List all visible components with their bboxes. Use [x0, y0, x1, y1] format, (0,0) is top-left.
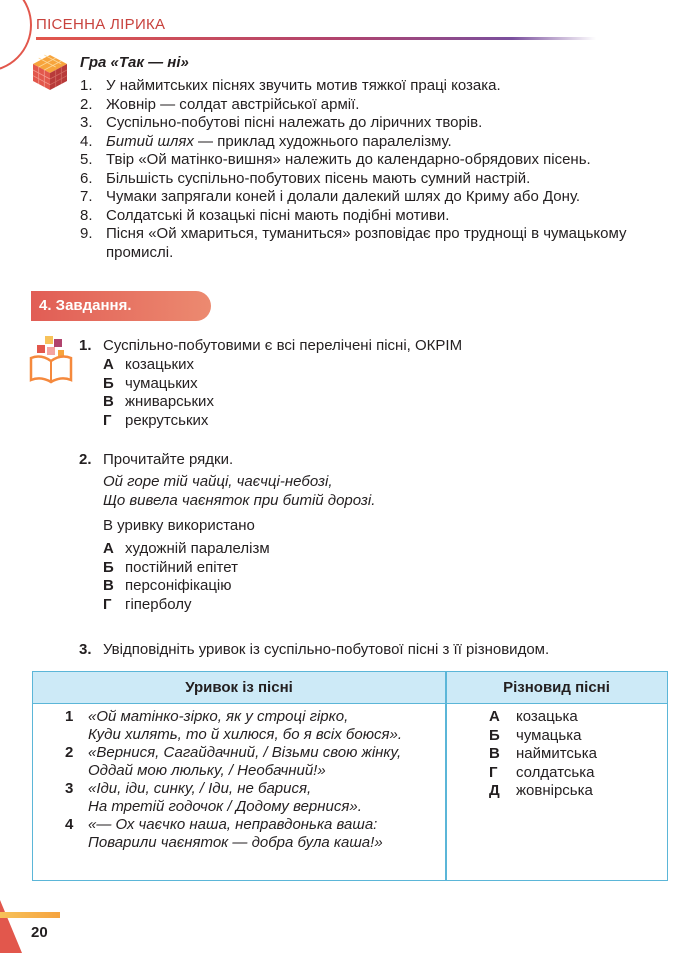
kind-letter: В: [489, 745, 500, 762]
q3-number: 3.: [79, 641, 92, 658]
footer-decor-bar: [0, 912, 60, 918]
poem-line: Ой горе тій чайці, чаєчці-небозі,: [103, 473, 333, 490]
table-row: [33, 780, 443, 816]
fragment-line: На третій годочок / Додому вернися».: [88, 798, 362, 815]
answer-option: [103, 375, 214, 394]
list-item: [80, 114, 680, 133]
game-statement-list: [80, 77, 680, 262]
option-letter: Б: [103, 374, 114, 392]
item-number: 6.: [80, 169, 93, 187]
page-number: 20: [31, 924, 48, 941]
kind-letter: Д: [489, 782, 500, 799]
q2-prompt: В уривку використано: [103, 517, 255, 534]
fragment-list: [33, 708, 443, 852]
q2-poem: [103, 472, 375, 510]
kind-item: [489, 708, 597, 727]
list-item: [80, 151, 680, 170]
item-number: 3.: [80, 114, 93, 131]
fragment-line: «Вернися, Сагайдачний, / Візьми свою жінку,: [88, 744, 402, 761]
kind-item: [489, 782, 597, 801]
table-header-fragment: Уривок із пісні: [185, 679, 293, 696]
option-text: жниварських: [125, 393, 214, 410]
option-text: персоніфікацію: [125, 577, 232, 594]
table-header-kind: Різновид пісні: [503, 679, 610, 696]
footer-decor-triangle: [0, 900, 22, 953]
q2-text: Прочитайте рядки.: [103, 451, 234, 468]
answer-option: [103, 412, 214, 431]
q1-options: [103, 356, 214, 430]
kind-text: солдатська: [516, 763, 595, 781]
fragment-line: «Ой матінко-зірко, як у строці гірко,: [88, 708, 349, 725]
option-letter: В: [103, 393, 114, 410]
list-item: [80, 96, 680, 115]
q2-number: 2.: [79, 451, 92, 468]
poem-line: Що вивела чаєняток при битій дорозі.: [103, 492, 376, 509]
option-text: художній паралелізм: [125, 540, 270, 557]
option-text: козацьких: [125, 356, 194, 373]
list-item: [80, 77, 680, 96]
item-text: — приклад художнього паралелізму.: [193, 132, 452, 150]
option-letter: А: [103, 356, 114, 373]
item-number: 4.: [80, 132, 93, 150]
item-text: Більшість суспільно-побутових пісень мають сумний настрій.: [106, 169, 531, 187]
list-item: [80, 188, 680, 207]
option-letter: Б: [103, 558, 114, 576]
item-number: 2.: [80, 95, 93, 113]
item-text: Жовнір — солдат австрійської армії.: [106, 95, 360, 113]
answer-option: [103, 356, 214, 375]
list-item: [80, 170, 680, 189]
table-row: [33, 816, 443, 852]
answer-option: [103, 596, 270, 615]
option-letter: Г: [103, 595, 112, 613]
option-letter: Г: [103, 411, 112, 429]
kind-letter: А: [489, 708, 500, 725]
kind-letter: Б: [489, 726, 500, 744]
item-number: 9.: [80, 225, 93, 242]
option-letter: А: [103, 540, 114, 557]
answer-option: [103, 540, 270, 559]
list-item: [80, 207, 680, 226]
item-number: 5.: [80, 151, 93, 168]
item-text: Твір «Ой матінко-вишня» належить до календарно-обрядових пісень.: [106, 151, 591, 168]
table-row: [33, 744, 443, 780]
fragment-line: «Іди, іди, синку, / Іди, не барися,: [88, 780, 312, 797]
book-icon: [28, 334, 74, 384]
kind-text: наймитська: [516, 745, 597, 762]
item-text: У наймитських піснях звучить мотив тяжкої праці козака.: [106, 77, 501, 94]
header-decor-arc: [0, 0, 32, 72]
kind-item: [489, 764, 597, 783]
header-divider: [36, 37, 596, 40]
item-text: Пісня «Ой хмариться, туманиться» розповідає про труднощі в чумацькому промислі.: [106, 225, 627, 261]
list-item: [80, 133, 680, 152]
item-text: Солдатські й козацькі пісні мають подібні мотиви.: [106, 206, 450, 224]
answer-option: [103, 393, 214, 412]
tasks-banner: 4. Завдання.: [31, 291, 211, 321]
table-row: [33, 708, 443, 744]
item-number: 1.: [80, 77, 93, 94]
fragment-number: 3: [65, 780, 74, 797]
option-text: постійний епітет: [125, 558, 238, 576]
list-item: [80, 225, 680, 262]
answer-option: [103, 559, 270, 578]
option-text: чумацьких: [125, 374, 198, 392]
item-number: 8.: [80, 206, 93, 224]
fragment-line: Поварили чаєняток — добра була каша!»: [88, 834, 383, 851]
kind-item: [489, 727, 597, 746]
fragment-number: 4: [65, 816, 74, 833]
kind-letter: Г: [489, 763, 498, 781]
fragment-number: 1: [65, 708, 74, 725]
kind-item: [489, 745, 597, 764]
kind-text: чумацька: [516, 726, 582, 744]
kind-list: [489, 708, 597, 801]
fragment-line: Куди хилять, то й хилюся, бо я всіх боюся».: [88, 726, 402, 743]
option-text: рекрутських: [125, 411, 209, 429]
option-letter: В: [103, 577, 114, 594]
section-header-title: ПІСЕННА ЛІРИКА: [36, 16, 166, 33]
q2-options: [103, 540, 270, 614]
q1-number: 1.: [79, 337, 92, 354]
item-number: 7.: [80, 188, 93, 205]
option-text: гіперболу: [125, 595, 192, 613]
cube-game-icon: [30, 52, 70, 92]
q1-text: Суспільно-побутовими є всі перелічені пісні, ОКРІМ: [103, 337, 463, 354]
item-text: Чумаки запрягали коней і долали далекий шлях до Криму або Дону.: [106, 188, 581, 205]
item-text: Суспільно-побутові пісні належать до ліричних творів.: [106, 114, 483, 131]
item-text: Битий шлях: [106, 132, 194, 150]
fragment-line: «— Ох чаєчко наша, неправдонька ваша:: [88, 816, 378, 833]
kind-text: жовнірська: [516, 782, 593, 799]
fragment-line: Оддай мою люльку, / Необачний!»: [88, 762, 326, 779]
matching-table: [32, 671, 668, 881]
fragment-number: 2: [65, 744, 74, 761]
game-title: Гра «Так — ні»: [80, 54, 189, 71]
q3-text: Увідповідніть уривок із суспільно-побутової пісні з її різновидом.: [103, 641, 550, 658]
answer-option: [103, 577, 270, 596]
kind-text: козацька: [516, 708, 578, 725]
